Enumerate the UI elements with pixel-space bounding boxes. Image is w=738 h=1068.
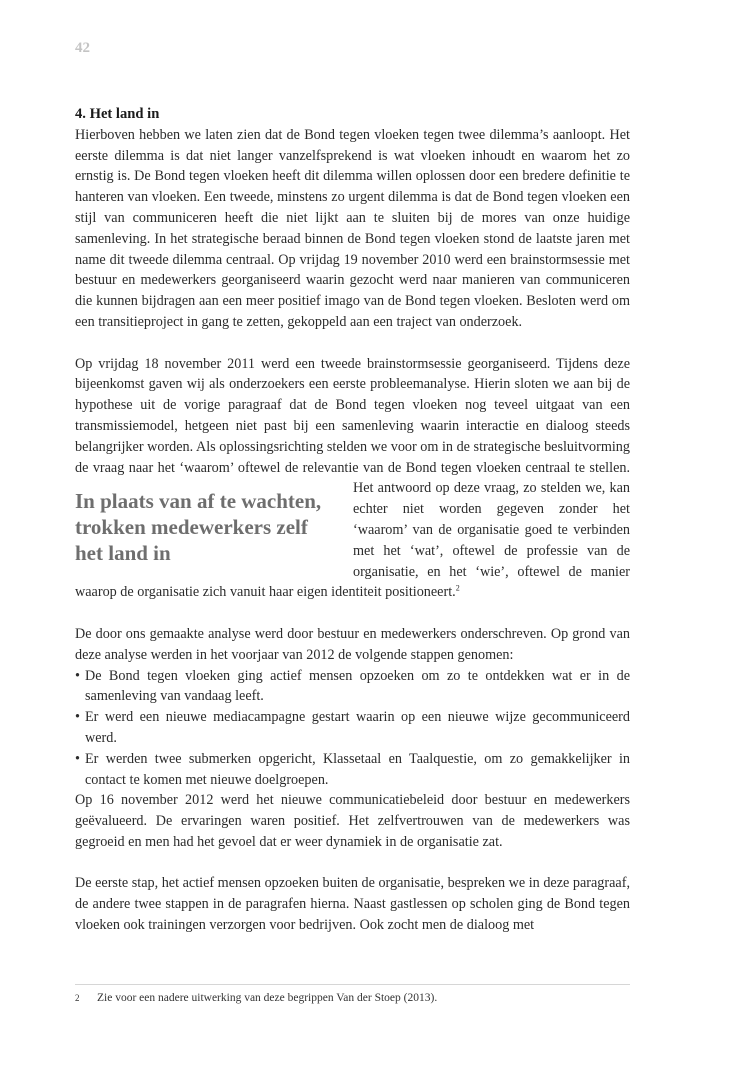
- paragraph-2-text-b: vloeken centraal te stellen. Het antwoord op deze vraag, zo stelden we, kan echter niet worden gegeven zonder het ‘waarom’ van de organisatie goed te verbinden met het ‘wat’, oftewel de professie van de organisatie, en het ‘wie’, oftewel de manier waarop de organisatie zich vanuit haar eigen identiteit positioneert.: [75, 459, 631, 601]
- paragraph-4: Op 16 november 2012 werd het nieuwe communicatiebeleid door bestuur en medewerkers geëvalueerd. De ervaringen waren positief. Het zelfvertrouwen van de medewerkers was gegroeid en men had het gevoel dat er weer dynamiek in de organisatie zat.: [75, 792, 630, 850]
- paragraph-1: Hierboven hebben we laten zien dat de Bond tegen vloeken tegen twee dilemma’s aanloopt. Het eerste dilemma is dat niet langer vanzelfsprekend is wat vloeken inhoudt en waarom het zo ernstig is. De Bond tegen vloeken heeft dit dilemma willen oplossen door een bredere definitie te hanteren van vloeken. Een tweede, minstens zo urgent dilemma is dat de Bond tegen vloeken een stijl van communiceren heeft die niet lijkt aan te sluiten bij de mores van onze huidige samenleving. In het strategische beraad binnen de Bond tegen vloeken stond de laatste jaren met name dit tweede dilemma centraal. Op vrijdag 19 november 2010 werd een brainstormsessie met bestuur en medewerkers georganiseerd waarin gezocht werd naar manieren van communiceren die kunnen bijdragen aan een meer positief imago van de Bond tegen vloeken. Besloten werd om een transitieproject in gang te zetten, gekoppeld aan een traject van onderzoek.: [75, 126, 630, 330]
- section-heading: 4. Het land in: [75, 106, 160, 122]
- list-item: • De Bond tegen vloeken ging actief mensen opzoeken om zo te ontdekken wat er in de samenleving van vandaag leeft.: [75, 666, 630, 708]
- footnote-text: Zie voor een nadere uitwerking van deze begrippen Van der Stoep (2013).: [97, 992, 438, 1004]
- paragraph-5: De eerste stap, het actief mensen opzoeken buiten de organisatie, bespreken we in deze paragraaf, de andere twee stappen in de paragrafen hierna. Naast gastlessen op scholen ging de Bond tegen vloeken ook trainingen verzorgen voor bedrijven. Ook zocht men de dialoog met: [75, 875, 630, 934]
- footnote-divider: [75, 984, 630, 985]
- pull-quote: In plaats van af te wachten, trokken medewerkers zelf het land in: [75, 489, 322, 566]
- list-item: • Er werden twee submerken opgericht, Klassetaal en Taalquestie, om zo gemakkelijker in contact te komen met nieuwe doelgroepen.: [75, 749, 630, 791]
- paragraph-2-text-a: Op vrijdag 18 november 2011 werd een tweede brainstormsessie georganiseerd. Tijdens deze bijeenkomst gaven wij als onderzoekers een eerste probleemanalyse. Hierin sloten we aan bij de hypothese uit de vorige paragraaf dat de Bond tegen vloeken nog teveel uitgaat van een transmissiemodel, hetgeen niet past bij een samenleving waarin interactie en dialoog steeds belangrijker worden. Als oplossingsrichting stelden we voor om in de strategische besluitvorming de vraag naar het ‘waarom’ oftewel de relevantie van de Bond tegen: [75, 355, 630, 476]
- main-content: [75, 104, 630, 936]
- footnote: [75, 990, 630, 1006]
- steps-list: [75, 666, 630, 791]
- list-item: • Er werd een nieuwe mediacampagne gestart waarin op een nieuwe wijze gecommuniceerd werd.: [75, 707, 630, 749]
- paragraph-2: [75, 354, 630, 604]
- page-number: 42: [75, 40, 90, 56]
- footnote-number: 2: [75, 993, 80, 1003]
- footnote-reference: 2: [455, 583, 460, 593]
- paragraph-3: De door ons gemaakte analyse werd door bestuur en medewerkers onderschreven. Op grond van deze analyse werden in het voorjaar van 2012 de volgende stappen genomen:: [75, 625, 630, 663]
- paragraph-2-block: [75, 354, 630, 604]
